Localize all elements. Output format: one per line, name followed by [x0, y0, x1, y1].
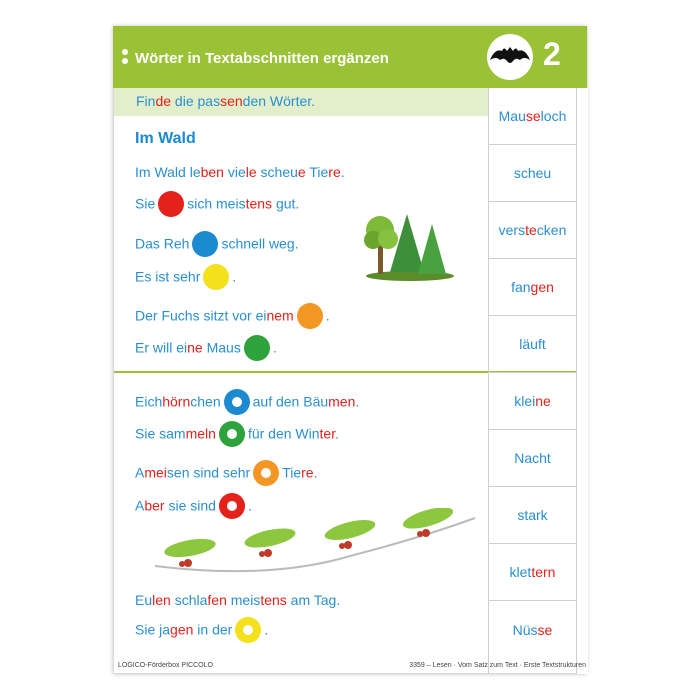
sentence-12: Sie jagen in der . [135, 618, 268, 644]
answer-word-column [489, 88, 576, 658]
word-card[interactable]: läuft [489, 316, 576, 373]
blue-dot-icon[interactable] [192, 231, 218, 257]
sentence-1: Im Wald leben viele scheue Tiere. [135, 164, 345, 180]
word-card[interactable]: fan gen [489, 259, 576, 316]
ants-illustration [150, 508, 480, 578]
header-dots-icon [122, 49, 128, 67]
section-heading: Im Wald [135, 130, 196, 147]
page-title: Wörter in Textabschnitten ergänzen [135, 50, 389, 67]
footer-right: 3359 – Lesen · Vom Satz zum Text · Erste Textstrukturen [409, 662, 586, 669]
word-card[interactable]: Nüs se [512, 621, 553, 638]
yellow-ring-icon[interactable] [235, 617, 261, 643]
green-ring-icon[interactable] [219, 421, 245, 447]
word-card[interactable]: klet tern [489, 544, 576, 601]
sentence-7: Eichhörnchen auf den Bäumen. [135, 390, 359, 416]
sentence-2: Sie sich meistens gut. [135, 192, 299, 218]
yellow-dot-icon[interactable] [203, 264, 229, 290]
sentence-10: Aber sie sind . [135, 494, 252, 520]
green-dot-icon[interactable] [244, 335, 270, 361]
red-dot-icon[interactable] [158, 191, 184, 217]
blue-ring-icon[interactable] [224, 389, 250, 415]
word-card[interactable]: Mau se loch [489, 88, 576, 145]
word-card[interactable]: stark [489, 487, 576, 544]
word-card[interactable]: klei ne [489, 373, 576, 430]
instruction-text: Finde die passenden Wörter. [136, 93, 316, 109]
word-card[interactable]: Nacht [489, 430, 576, 487]
sentence-5: Der Fuchs sitzt vor einem . [135, 304, 330, 330]
orange-dot-icon[interactable] [297, 303, 323, 329]
sentence-3: Das Reh schnell weg. [135, 232, 299, 258]
word-card[interactable]: scheu [489, 145, 576, 202]
answer-strip [576, 88, 588, 674]
card-number: 2 [543, 36, 561, 72]
sentence-4: Es ist sehr . [135, 265, 236, 291]
word-card[interactable]: vers te cken [489, 202, 576, 259]
sentence-11: Eulen schlafen meistens am Tag. [135, 592, 341, 608]
orange-ring-icon[interactable] [253, 460, 279, 486]
footer-left: LOGICO-Förderbox PICCOLO [118, 662, 213, 669]
sentence-6: Er will eine Maus . [135, 336, 277, 362]
trees-illustration [360, 206, 456, 282]
bat-icon [487, 34, 533, 80]
sentence-9: Ameisen sind sehr Tiere. [135, 461, 317, 487]
sentence-8: Sie sammeln für den Winter. [135, 422, 339, 448]
